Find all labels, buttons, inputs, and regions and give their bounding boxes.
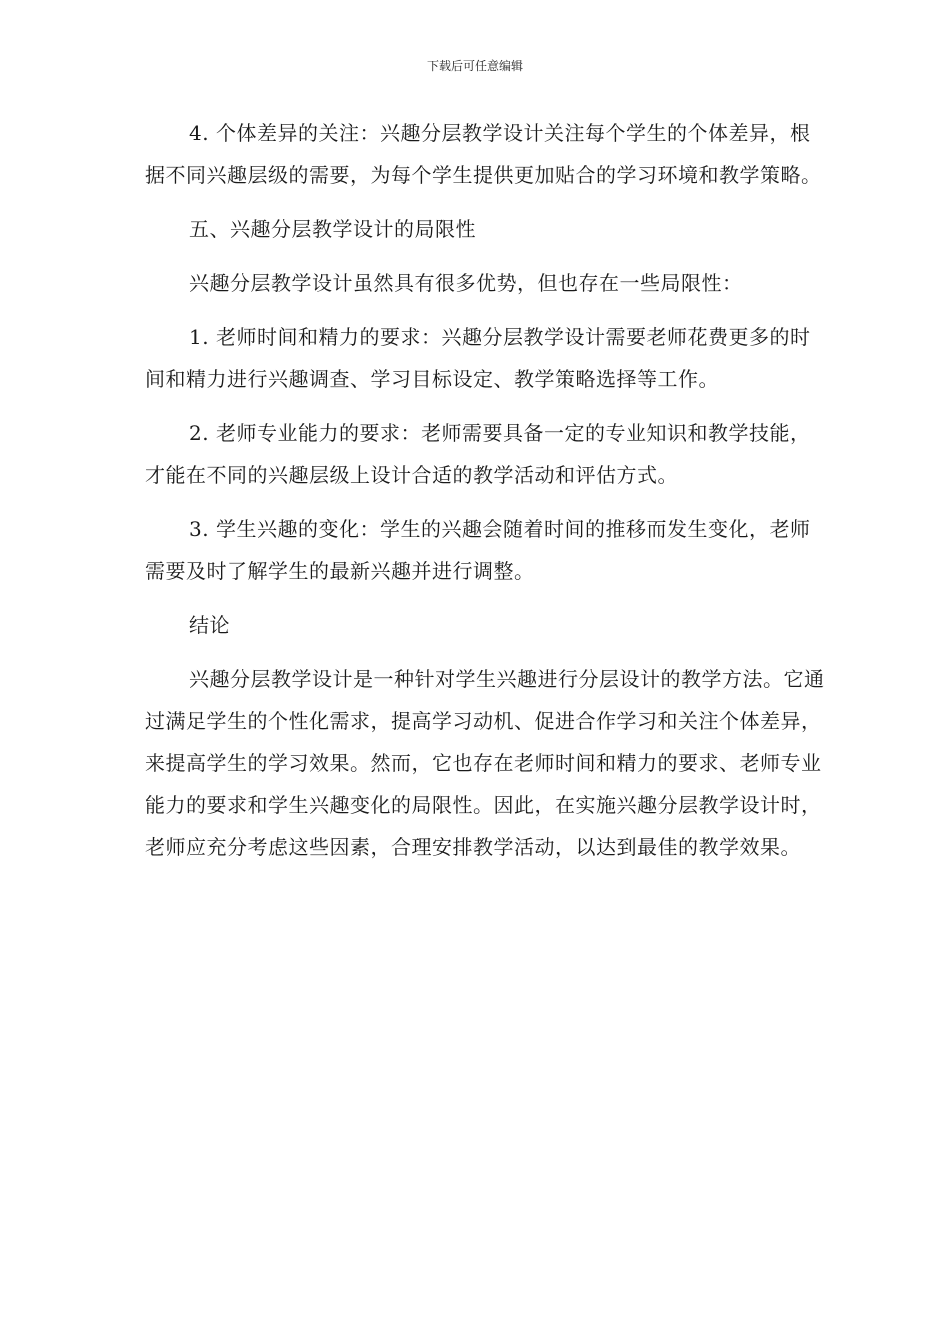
page-header: 下载后可任意编辑 — [426, 59, 523, 73]
point-4-individual-differences: 4. 个体差异的关注：兴趣分层教学设计关注每个学生的个体差异，根据不同兴趣层级的需要，为每个学生提供更加贴合的学习环境和教学策略。 — [145, 121, 822, 187]
limitation-2-teacher-skill: 2. 老师专业能力的要求：老师需要具备一定的专业知识和教学技能，才能在不同的兴趣层级上设计合适的教学活动和评估方式。 — [145, 421, 811, 487]
limitations-intro: 兴趣分层教学设计虽然具有很多优势，但也存在一些局限性： — [189, 271, 743, 295]
conclusion-paragraph: 兴趣分层教学设计是一种针对学生兴趣进行分层设计的教学方法。它通过满足学生的个性化需求，提高学习动机、促进合作学习和关注个体差异，来提高学生的学习效果。然而，它也存在老师时间和精力的要求、老师专业能力的要求和学生兴趣变化的局限性。因此，在实施兴趣分层教学设计时，老师应充分考虑这些因素，合理安排教学活动，以达到最佳的教学效果。 — [145, 667, 825, 859]
document-body — [145, 112, 825, 880]
section-heading-limitations: 五、兴趣分层教学设计的局限性 — [189, 217, 476, 241]
section-heading-conclusion: 结论 — [189, 613, 230, 637]
limitation-3-interest-change: 3. 学生兴趣的变化：学生的兴趣会随着时间的推移而发生变化，老师需要及时了解学生的最新兴趣并进行调整。 — [145, 517, 811, 583]
limitation-1-teacher-time: 1. 老师时间和精力的要求：兴趣分层教学设计需要老师花费更多的时间和精力进行兴趣调查、学习目标设定、教学策略选择等工作。 — [145, 325, 811, 391]
